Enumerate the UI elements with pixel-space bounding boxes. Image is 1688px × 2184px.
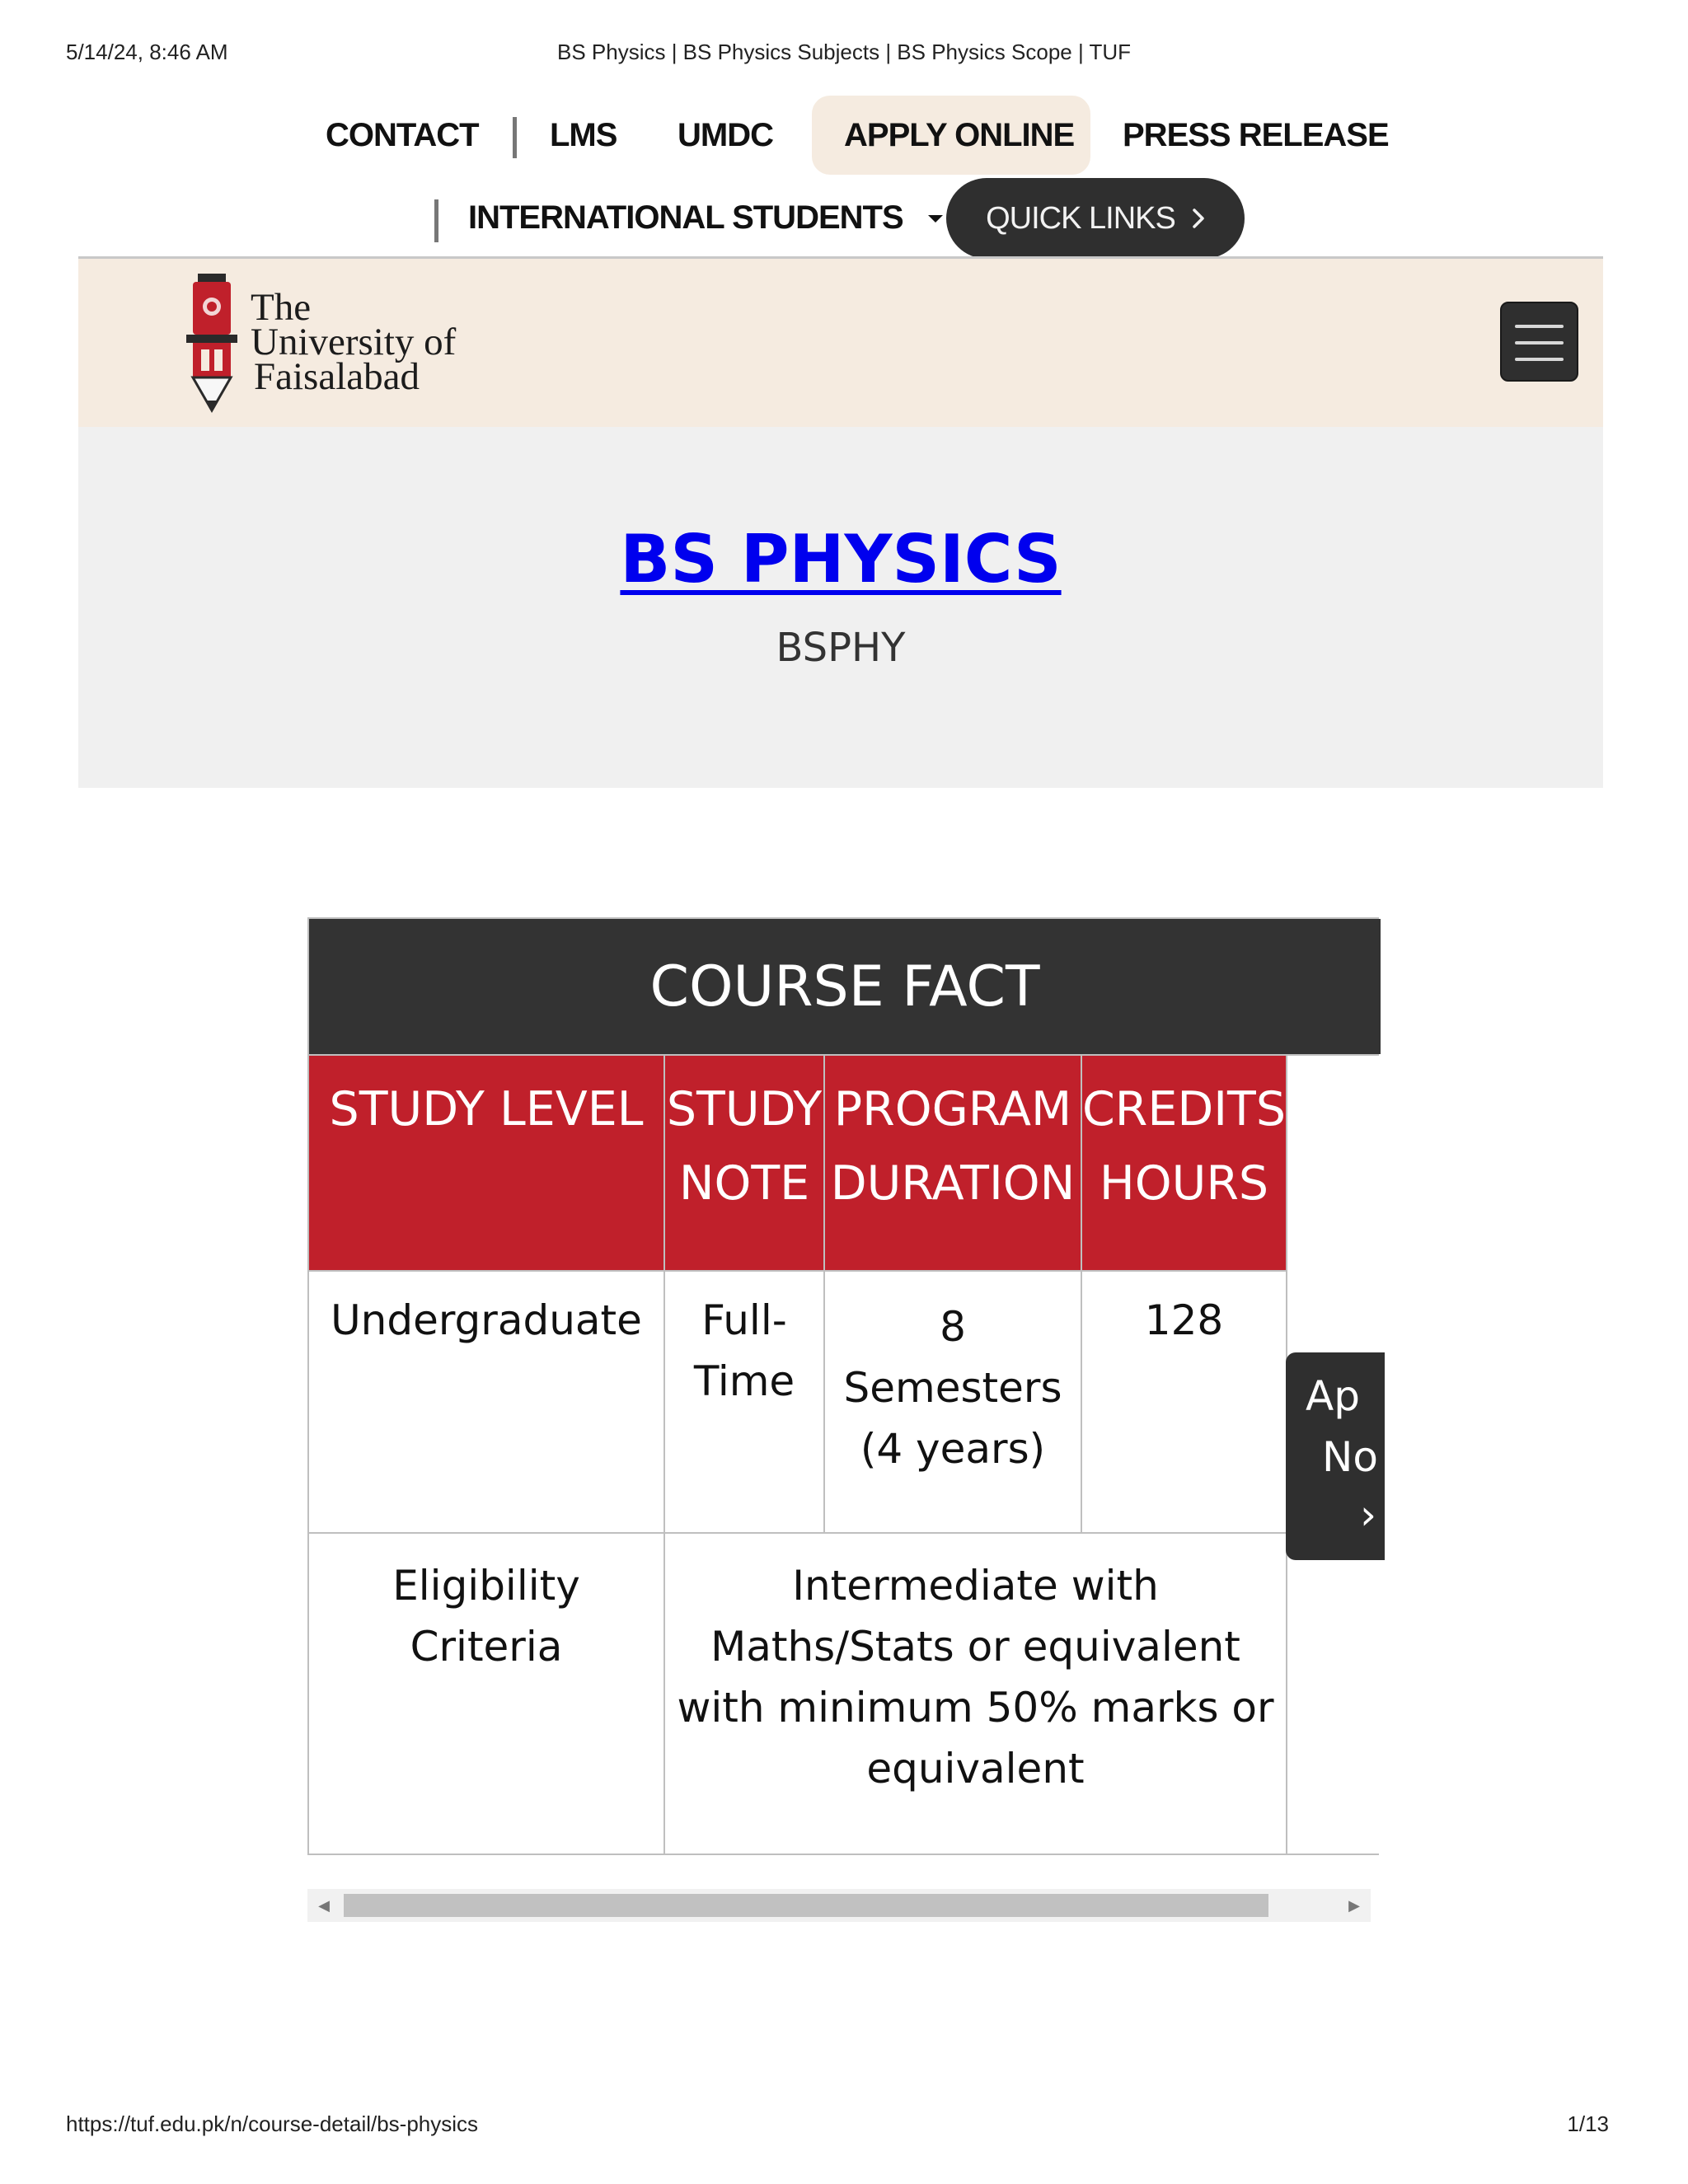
table-border [663, 1054, 665, 1855]
menu-icon-bar [1515, 358, 1564, 361]
course-fact-table[interactable] [307, 917, 1378, 1857]
nav-lms[interactable]: LMS [550, 117, 617, 153]
cell-eligibility-value: Intermediate with Maths/Stats or equivalent with minimum 50% marks or equivalent [665, 1534, 1286, 1854]
scroll-right-arrow-icon[interactable]: ▶ [1348, 1896, 1360, 1914]
hero-section [78, 427, 1603, 788]
print-url: https://tuf.edu.pk/n/course-detail/bs-physics [66, 2111, 479, 2136]
column-header-study-level: STUDY LEVEL [309, 1056, 663, 1270]
table-border [307, 1270, 1287, 1272]
course-fact-heading-text: COURSE FACT [649, 954, 1040, 1019]
nav-apply-online[interactable]: APPLY ONLINE [844, 117, 1075, 153]
chevron-right-icon: › [1360, 1491, 1376, 1539]
menu-icon-bar [1515, 341, 1564, 344]
table-border [307, 1054, 1379, 1056]
caret-down-icon [926, 213, 945, 225]
logo-line-faisalabad: Faisalabad [254, 355, 420, 398]
nav-divider [434, 199, 438, 242]
nav-contact[interactable]: CONTACT [326, 117, 479, 153]
cell-eligibility-label: Eligibility Criteria [309, 1534, 663, 1854]
column-header-program-duration: PROGRAM DURATION [825, 1056, 1081, 1270]
tower-pencil-logo-icon [180, 269, 241, 417]
column-header-study-note: STUDY NOTE [665, 1056, 823, 1270]
cell-study-note: Full- Time [665, 1272, 823, 1532]
table-border [307, 917, 309, 1855]
nav-international-students[interactable] [468, 199, 945, 237]
scrollbar-thumb[interactable] [344, 1894, 1268, 1917]
nav-umdc[interactable]: UMDC [678, 117, 773, 153]
table-border [307, 917, 1379, 919]
column-header-credits-hours: CREDITS HOURS [1082, 1056, 1286, 1270]
quick-links-button[interactable] [946, 178, 1245, 259]
scroll-left-arrow-icon[interactable]: ◀ [318, 1896, 330, 1914]
course-fact-heading [309, 919, 1381, 1054]
quick-links-label: QUICK LINKS [986, 200, 1175, 236]
print-page-title: BS Physics | BS Physics Subjects | BS Physics Scope | TUF [556, 40, 1132, 64]
apply-now-label-line2: No [1322, 1433, 1378, 1481]
apply-now-label-line1: Ap [1306, 1372, 1360, 1420]
program-code: BSPHY [776, 625, 906, 671]
menu-icon-bar [1515, 325, 1564, 328]
apply-now-floating-button[interactable] [1286, 1352, 1385, 1560]
cell-program-duration: 8 Semesters (4 years) [825, 1272, 1081, 1532]
chevron-right-icon [1192, 208, 1205, 229]
nav-press-release[interactable]: PRESS RELEASE [1123, 117, 1389, 153]
table-horizontal-scrollbar[interactable] [307, 1889, 1371, 1922]
hamburger-menu-button[interactable] [1500, 302, 1578, 382]
nav-international-students-label: INTERNATIONAL STUDENTS [468, 199, 903, 236]
nav-divider [513, 117, 517, 158]
print-page-number: 1/13 [1567, 2111, 1609, 2136]
table-border [1081, 1054, 1082, 1532]
table-border [307, 1854, 1379, 1855]
print-datetime: 5/14/24, 8:46 AM [66, 40, 228, 64]
page-title[interactable]: BS PHYSICS [620, 521, 1062, 598]
cell-credits-hours: 128 [1082, 1272, 1286, 1532]
table-border [307, 1532, 1379, 1534]
logo-line-university: University of [251, 321, 457, 363]
cell-study-level: Undergraduate [309, 1272, 663, 1532]
logo-line-the: The [251, 286, 312, 329]
university-logo[interactable] [180, 269, 468, 417]
table-border [823, 1054, 825, 1532]
